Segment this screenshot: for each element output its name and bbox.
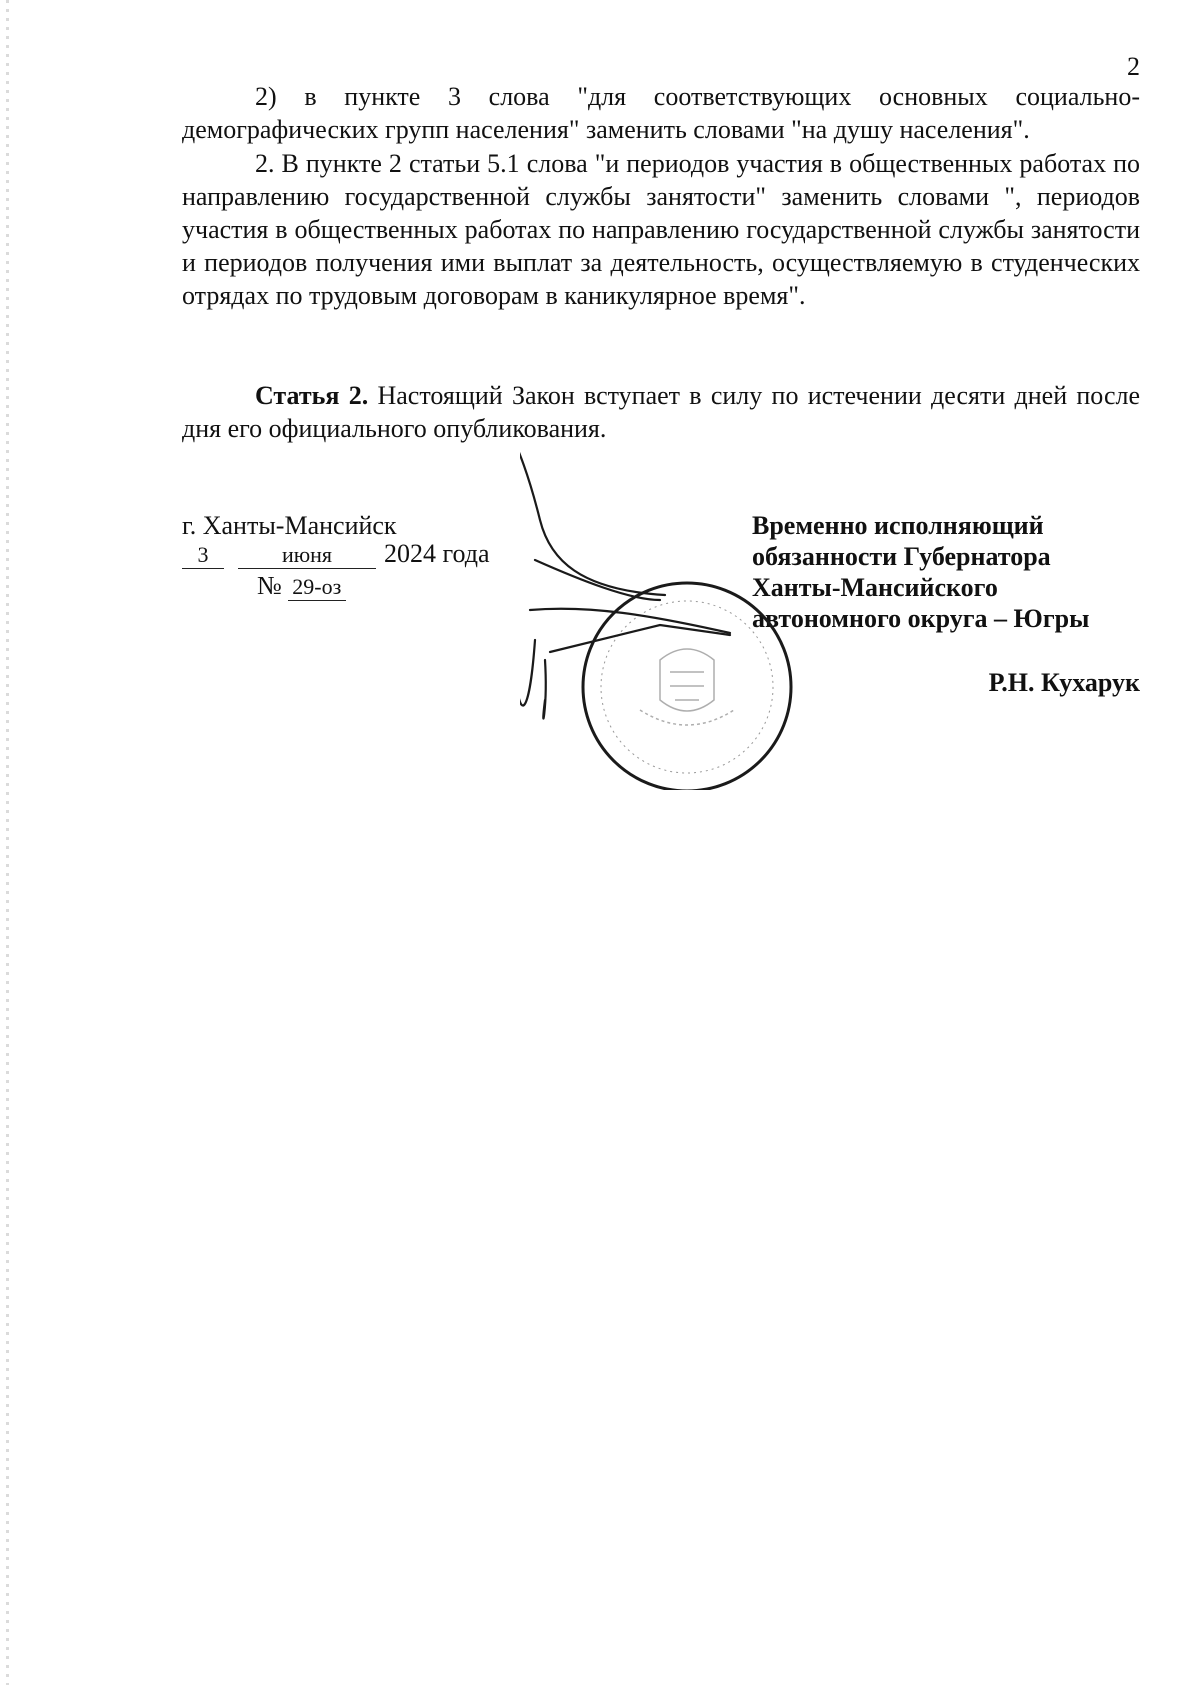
article-2-text: Настоящий Закон вступает в силу по истечении десяти дней после дня его официального опубликования. bbox=[182, 381, 1140, 443]
paragraph-item-2-subitem: 2) в пункте 3 слова "для соответствующих основных социально-демографических групп населения" заменить словами "на душу населения". bbox=[182, 82, 1140, 144]
signer-title-line: Временно исполняющий bbox=[752, 511, 1044, 540]
signer-title-line: автономного округа – Югры bbox=[752, 604, 1090, 633]
date-month: июня bbox=[238, 542, 376, 569]
paragraph-article-2 bbox=[182, 379, 1140, 445]
signer-title-line: Ханты-Мансийского bbox=[752, 573, 998, 602]
date-year: 2024 года bbox=[384, 539, 490, 568]
scan-page-edge bbox=[6, 0, 9, 1685]
signature-stroke bbox=[543, 660, 545, 719]
handwritten-signature bbox=[520, 410, 730, 719]
signature-stroke bbox=[535, 560, 660, 600]
law-number-row bbox=[257, 570, 346, 602]
seal-emblem bbox=[640, 649, 734, 725]
signer-name: Р.Н. Кухарук bbox=[988, 668, 1140, 697]
signer-title bbox=[752, 510, 1142, 634]
seal-inner-ring bbox=[601, 601, 773, 773]
page-number: 2 bbox=[1127, 52, 1140, 81]
signature-stroke bbox=[550, 625, 730, 652]
article-2-heading: Статья 2. bbox=[255, 381, 369, 410]
paragraph-item-2: 2. В пункте 2 статьи 5.1 слова "и периодов участия в общественных работах по направлению государственной службы занятости" заменить словами ", периодов участия в общественных работах по направлению государственной службы занятости и периодов получения ими выплат за деятельность, осуществляемую в студенческих отрядах по трудовым договорам в каникулярное время". bbox=[182, 149, 1140, 310]
law-number: 29-оз bbox=[288, 574, 346, 601]
place-of-signing: г. Ханты-Мансийск bbox=[182, 511, 397, 540]
date-row bbox=[182, 538, 490, 570]
signer-title-line: обязанности Губернатора bbox=[752, 542, 1051, 571]
date-day: 3 bbox=[182, 542, 224, 569]
number-sign: № bbox=[257, 571, 282, 600]
signature-stroke bbox=[520, 440, 535, 706]
signature-stroke bbox=[530, 609, 730, 633]
